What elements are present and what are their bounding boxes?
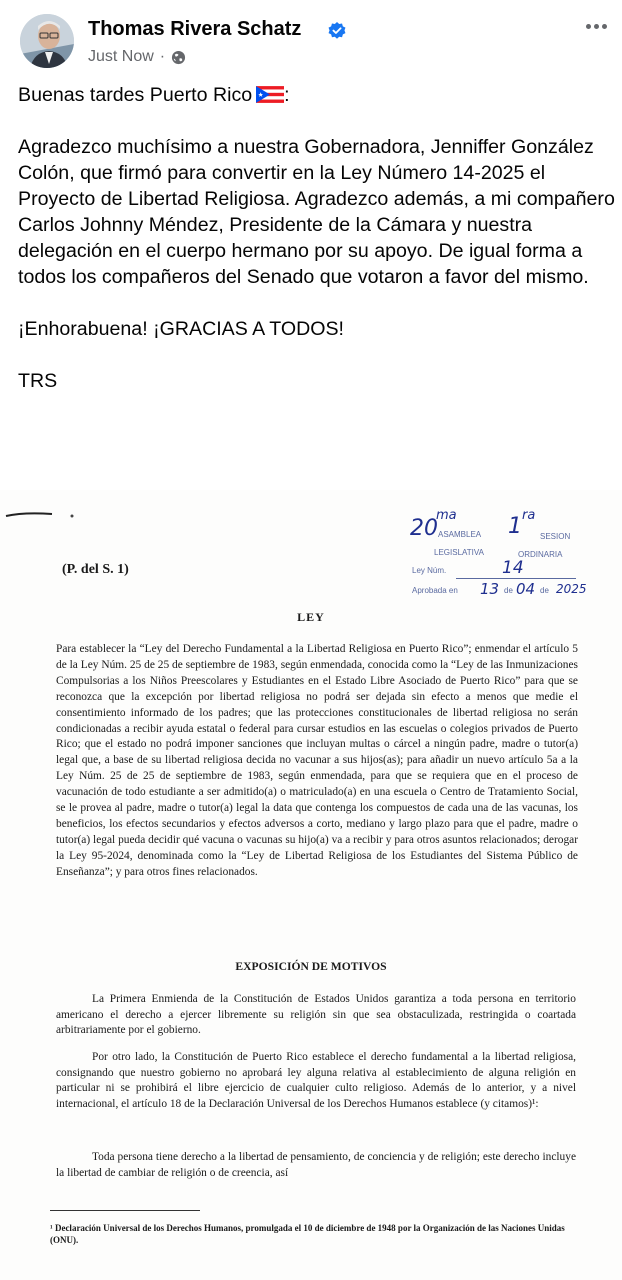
approval-year: 2025 [556,582,587,596]
post-text [18,82,618,394]
post-header [0,0,622,80]
attached-document-image[interactable] [0,490,622,1280]
ley-number: 14 [502,558,524,578]
body-paragraph-2: Por otro lado, la Constitución de Puerto Rico establece el derecho fundamental a la libertad religiosa, consignando que nuestro gobierno no aprobará ley alguna relativa al establecimiento de alguna religión en particular ni se prohibirá el libre ejercicio de cualquier culto religioso. Además de lo anterior, y a nivel internacional, el artículo 18 de la Declaración Universal de los Derechos Humanos establece (y citamos)¹: [56,1051,576,1110]
document-heading: LEY [297,610,325,624]
sesion-number: 1 [508,514,522,539]
aprobada-label: Aprobada en [412,586,458,595]
post-paragraph-2: ¡Enhorabuena! ¡GRACIAS A TODOS! [18,318,344,340]
de-label-2: de [540,586,549,595]
asamblea-label: ASAMBLEA [438,530,482,539]
greeting-colon: : [284,84,290,106]
sesion-label: SESION [540,532,571,541]
approval-day: 13 [480,580,500,598]
footnote-divider [50,1210,200,1211]
legislative-stamp [410,502,620,612]
title-paragraph: Para establecer la “Ley del Derecho Fundamental a la Libertad Religiosa en Puerto Rico”; enmendar el artículo 5 de la Ley Núm. 25 de 25 de septiembre de 1983, según enmendada, conocida como la “Ley de las Inmunizaciones Compulsorias a los Niños Preescolares y Estudiantes en el Estado Libre Asociado de Puerto Rico” para que se reconozca que la excepción por libertad religiosa no podrá ser dejada sin efecto a menos que medie el consentimiento informado de los padres; que las protecciones constitucionales de libertad religiosa no serán condicionadas a recibir ayuda estatal o federal para cursar estudios en las escuelas o colegios privados de Puerto Rico; que el estado no podrá imponer sanciones que incluyan multas o cárcel a ningún padre, madre o tutor(a) legal que, a base de su libertad religiosa decida no vacunar a sus hijos(as); para añadir un nuevo artículo 5a a la Ley Núm. 25 de 25 de septiembre de 1983, según enmendada, para que se requiera que en el proceso de vacunación de todo estudiante a ser admitido(a) o matriculado(a) en una escuela o Centro de Tratamiento Social, se le provea al padre, madre o tutor(a) legal la data que contenga los compuestos de cada una de las vacunas, los beneficios, los efectos secundarios y efectos adversos a corto, mediano y largo plazo para que el padre, madre o tutor(a) legal pueda decidir qué vacuna o vacunas su hijo(a) va a recibir y para otros asuntos relacionados; derogar la Ley 95-2024, denominada como la “Ley de Libertad Religiosa de los Estudiantes del Sistema Público de Enseñanza”; y para otros fines relacionados. [56,643,578,878]
de-label-1: de [504,586,513,595]
greeting-line [18,82,618,108]
puerto-rico-flag-icon [256,86,284,103]
verified-badge-icon [328,22,346,40]
globe-icon [171,50,186,65]
approval-month: 04 [516,580,536,598]
meta-separator: · [159,48,166,65]
sesion-sup: ra [522,508,536,523]
post-meta [88,48,186,66]
bill-number: (P. del S. 1) [62,562,129,577]
post-signature: TRS [18,370,58,392]
footnote: ¹ Declaración Universal de los Derechos Humanos, promulgada el 10 de diciembre de 1948 por la Organización de las Naciones Unidas (ONU). [50,1223,565,1245]
timestamp[interactable]: Just Now [88,48,154,65]
pen-scribble [4,504,84,524]
more-options-icon[interactable] [582,14,610,38]
avatar[interactable] [20,14,74,68]
author-name[interactable]: Thomas Rivera Schatz [88,18,302,40]
greeting: Buenas tardes Puerto Rico [18,84,253,106]
ley-num-underline [456,578,576,579]
asamblea-sup: ma [436,508,457,523]
post-paragraph-1: Agradezco muchísimo a nuestra Gobernadora, Jenniffer González Colón, que firmó para convertir en la Ley Número 14-2025 el Proyecto de Libertad Religiosa. Agradezco además, a mi compañero Carlos Johnny Méndez, Presidente de la Cámara y nuestra delegación en el cuerpo hermano por su apoyo. De igual forma a todos los compañeros del Senado que votaron a favor del mismo. [18,136,615,288]
ordinaria-label: ORDINARIA [518,550,563,559]
asamblea-number: 20 [410,516,438,541]
legislativa-label: LEGISLATIVA [434,548,484,557]
quoted-article: Toda persona tiene derecho a la libertad de pensamiento, de conciencia y de religión; este derecho incluye la libertad de cambiar de religión o de creencia, así [56,1151,576,1179]
ley-num-label: Ley Núm. [412,566,447,575]
body-paragraph-1: La Primera Enmienda de la Constitución de Estados Unidos garantiza a toda persona en territorio americano el derecho a ejercer libremente su religión sin que sea obstaculizada, restringida o coartada arbitrariamente por el gobierno. [56,993,576,1037]
section-heading: EXPOSICIÓN DE MOTIVOS [235,960,387,973]
